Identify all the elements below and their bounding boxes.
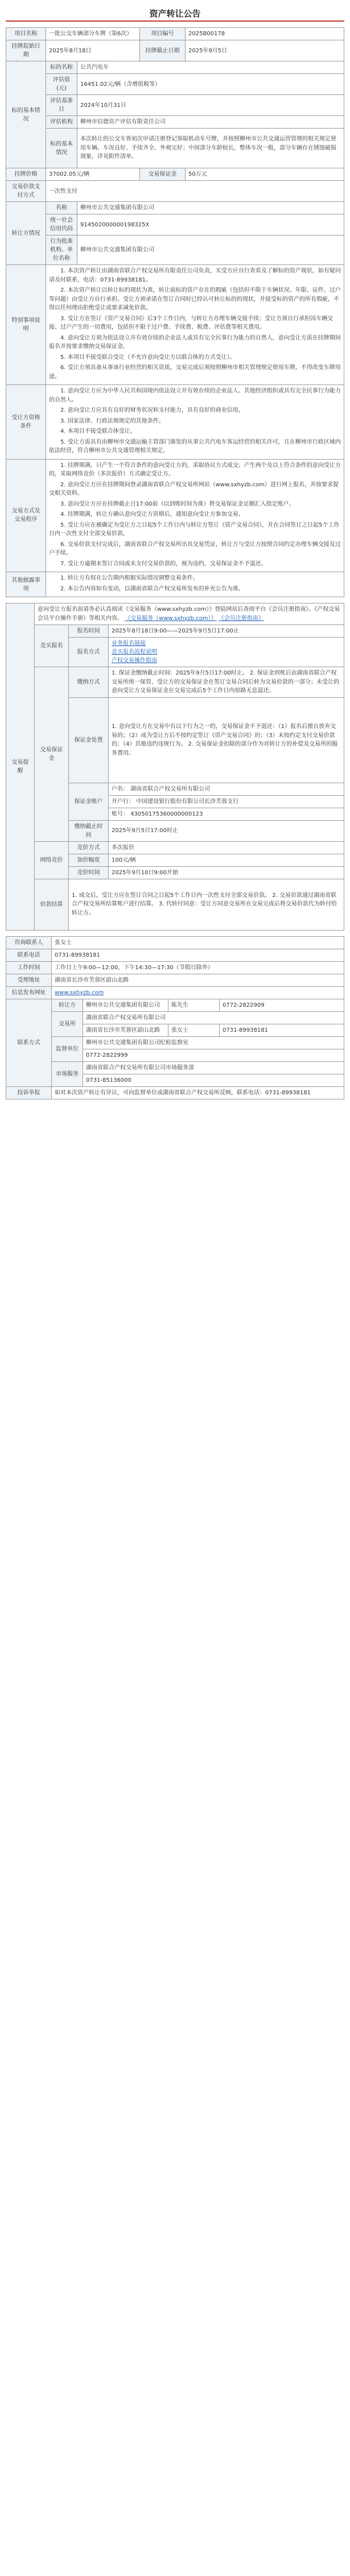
phone: 0731-89938181 [52, 949, 344, 961]
trade-flow-item: 4. 挂牌期满，转让方确认意向受让方资格后，通知意向受让方参加交易。 [60, 511, 244, 518]
bid-time: 2025年9月10日9:00开始 [109, 866, 344, 879]
announcement-page [0, 0, 350, 1105]
subject-desc: 本次转让的公交车皆初次申请注册登记领取机动车号牌，并按照柳州市公共交通运营管理的相关规定使用车辆。车况良好、手续齐全、外观完好；中间部分车龄较长，整体车况一般，部分车辆存在锈蚀破损现象，详见附件清单。 [77, 129, 344, 168]
qualification-item: 2. 意向受让方应具有良好的财务状况和支付能力，具有良好的商业信用。 [60, 407, 244, 414]
trade-flow-item: 3. 意向受让方应在挂牌截止日17:00前（以到账时间为准）将交易保证金足额汇入指定账户。 [60, 501, 295, 507]
subject-group-label: 标的基本情况 [6, 61, 46, 168]
bank-name: 中国建设银行股份有限公司长沙芙蓉支行 [136, 798, 239, 805]
start-date-label: 挂牌起始日期 [6, 40, 46, 61]
phone-label: 联系电话 [6, 949, 52, 961]
special-item: 5. 本项目不接受联合受让（不允许意向受让方以联合体的方式受让）。 [60, 354, 236, 361]
notice-intro [35, 603, 344, 625]
special-label: 特别事项说明 [6, 265, 46, 385]
supervisor-phone: 0772-2822999 [83, 1049, 344, 1061]
trade-flow-item: 7. 受让方逾期未签订合同或未支付交易价款的，视为违约，交易保证金不予退还。 [60, 560, 267, 567]
reg-link-signup[interactable]: 业务报名链接 [112, 640, 146, 647]
settle-label: 价款结算 [35, 879, 69, 930]
complaint-label: 投诉举报 [6, 1086, 52, 1099]
project-code: 2025B00178 [186, 28, 344, 40]
deposit-rules-label: 保证金处置 [69, 697, 109, 783]
account-no-row: 账号： 43050175360000000123 [109, 808, 344, 820]
trade-flow-item: 1. 挂牌期满，只产生一个符合条件的意向受让方的，采取协议方式成交；产生两个及以上符合条件的意向受让方的，采取网络竞价（多次报价）方式确定受让方。 [49, 462, 341, 477]
account-no-label: 账号 [112, 811, 123, 817]
trade-flow-item: 2. 意向受让方应在挂牌期间登录湖南省联合产权交易所网站（www.sxhyzb.com）进行网上报名，并按要求提交相关资料。 [49, 481, 339, 497]
transferor-group-label: 转让方情况 [6, 202, 46, 265]
deposit-label: 交易保证金 [140, 168, 186, 181]
subject-name-label: 标的名称 [46, 61, 77, 74]
exchange-phone: 0731-89938181 [220, 1024, 344, 1036]
reg-time-label: 报名时间 [69, 625, 109, 638]
special-item: 6. 受让方须具备从事该行业经营的相关资质，交易完成后须按照柳州市相关管理规定使用车牌，不得改变车牌用途。 [49, 365, 341, 380]
other-item: 2. 本公告内容如有变动，以湖南省联合产权交易所发布的补充公告为准。 [60, 585, 244, 592]
project-name-label: 项目名称 [6, 28, 46, 40]
bank-label: 开户行 [112, 798, 129, 805]
bidding-label: 网络竞价 [35, 841, 69, 879]
deposit-pay: 1. 保证金缴纳截止时间：2025年9月5日17:00时止。 2. 保证金到账后由湖南省联合产权交易所统一保管，受让方的交易保证金在签订交易合同后转为交易价款的一部分；未受让的意向受让方交易保证金在交易完成后5个工作日内原路无息退还。 [109, 667, 344, 698]
account-name-row: 户名： 湖南省联合产权交易所有限公司 [109, 783, 344, 795]
project-name: 一批公交车辆部分车牌（第6次） [46, 28, 140, 40]
subject-desc-label: 标的基本情况 [46, 129, 77, 168]
transferor-name: 柳州市公共交通集团有限公司 [77, 202, 344, 214]
base-date-label: 评估基准日 [46, 95, 77, 116]
special-item: 1. 本次资产转让由湖南省联合产权交易所有限责任公司负责，买受方应自行查看及了解标的资产现状，如有疑问请及时联系，电话：0731-89938181。 [49, 268, 341, 283]
account-name-label: 户名 [112, 785, 123, 792]
transferor-contact-person: 陈先生 [168, 999, 220, 1011]
reg-methods [109, 638, 344, 667]
trade-flow-item: 5. 受让方应在被确定为受让方之日起5个工作日内与转让方签订《资产交易合同》，并在合同签订之日起5个工作日内一次性支付全部交易价款。 [49, 522, 340, 537]
price-label: 挂牌价格 [6, 168, 46, 181]
trade-flow-list [46, 459, 344, 572]
eval-label: 评估值(元) [46, 74, 77, 95]
price: 37002.05元/辆 [46, 168, 140, 181]
deposit-account-label: 保证金账户 [69, 783, 109, 820]
other-item: 1. 转让方有权在公告期内根据实际情况调整交易条件。 [60, 575, 199, 581]
end-date-label: 挂牌截止日期 [140, 40, 186, 61]
deposit-section-label: 交易保证金 [35, 667, 69, 842]
qualification-item: 3. 国家法律、行政法规规定的其他条件。 [60, 417, 164, 424]
approval-org: 柳州市公共交通集团有限公司 [77, 235, 344, 265]
other-list [46, 572, 344, 597]
summary-table [6, 27, 344, 597]
special-item: 2. 本次资产转让以转让标的现状为准，转让前标的资产存在的瑕疵（包括但不限于车辆状况、年限、证件、过户等问题）由受让方自行承担。受让方须承诺在签订合同时已经认可转让标的的现状，并接受标的资产的所有瑕疵，不得以任何理由拒绝受让或要求减免价款。 [49, 287, 341, 311]
credit-code-label: 统一社会信用代码 [46, 214, 77, 235]
notice-label: 交易提醒 [6, 603, 35, 931]
supervisor-name: 柳州市公共交通集团有限公司纪检监察室 [83, 1036, 344, 1049]
page-title: 资产转让公告 [6, 6, 344, 22]
qualification-label: 受让方资格条件 [6, 385, 46, 460]
qualification-item: 1. 意向受让方应为中华人民共和国境内依法设立并有效存续的企业法人、其他经济组织或具有完全民事行为能力的自然人。 [49, 388, 341, 403]
bid-step-label: 加价幅度 [69, 854, 109, 866]
trade-flow-item: 6. 交易价款支付完成后，湖南省联合产权交易所出具交易凭证，转让方与受让方按照合同约定办理车辆交接及过户手续。 [49, 541, 341, 556]
eval-org-label: 评估机构 [46, 116, 77, 129]
intro-link-register-guide[interactable]: 《会员注册指南》 [218, 615, 264, 622]
work-time: 工作日上午9:00—12:00，下午14:30—17:30（节假日除外） [52, 961, 344, 974]
address: 湖南省长沙市芙蓉区韶山北路 [52, 974, 344, 986]
reg-link-guide[interactable]: 产权交易操作指南 [112, 658, 157, 664]
transferor-name-label: 名称 [46, 202, 77, 214]
base-date: 2024年10月31日 [77, 95, 344, 116]
account-name: 湖南省联合产权交易所有限公司 [130, 785, 211, 792]
site-label: 信息发布网址 [6, 986, 52, 999]
project-code-label: 项目编号 [140, 28, 186, 40]
eval-value: 16451.02元/辆（含增值税等） [77, 74, 344, 95]
special-item: 3. 受让方在签订《资产交易合同》后3个工作日内，与转让方办理车辆交接手续；受让方须自行承担因车辆交接、过户产生的一切费用，包括但不限于过户费、手续费、税费、评估费等相关费用。 [49, 315, 333, 330]
site-link-cell [52, 986, 344, 999]
reg-label: 竞买报名 [35, 625, 69, 667]
exchange-address: 湖南省长沙市芙蓉区韶山北路 [83, 1024, 168, 1036]
supervisor-label: 监督单位 [52, 1036, 83, 1061]
deposit-rules: 1. 意向受让方在交易中有以下行为之一的，交易保证金不予退还：（1）报名后擅自放弃交易的；（2）成为受让方后不按约定签订《资产交易合同》的；（3）未按约定支付交易价款的；（4）其他违约违规行为。 2. 交易保证金扣除的部分作为对转让方的补偿及交易所的服务费用。 [109, 697, 344, 783]
hunan-contact: 张女士 [52, 936, 344, 949]
deposit-deadline-label: 缴纳截止时间 [69, 820, 109, 841]
bid-way-label: 竞价方式 [69, 841, 109, 854]
intro-link-service[interactable]: 《交易服务（www.sxhyzb.com）》 [125, 615, 217, 622]
subject-name: 公共汽电车 [77, 61, 344, 74]
deposit: 50万元 [186, 168, 344, 181]
end-date: 2025年9月5日 [186, 40, 344, 61]
bank-row: 开户行： 中国建设银行股份有限公司长沙芙蓉支行 [109, 795, 344, 808]
hunan-contact-label: 咨询联系人 [6, 936, 52, 949]
bid-time-label: 竞价时间 [69, 866, 109, 879]
agency-label: 联系方式 [6, 999, 52, 1086]
complaint-text: 如对本次资产转让有异议，可向监督单位或湖南省联合产权交易所反映，联系电话：0731-89938181 [52, 1086, 344, 1099]
trade-flow-label: 交易方式及交易程序 [6, 459, 46, 572]
exchange-contact: 张女士 [168, 1024, 220, 1036]
pay-method-label: 交易价款支付方式 [6, 181, 46, 202]
bid-way: 多次报价 [109, 841, 344, 854]
eval-org: 柳州市信德资产评估有限责任公司 [77, 116, 344, 129]
notice-table [6, 603, 344, 931]
qualification-item: 5. 受让方需具有由柳州市交通运输主管部门颁发的从事公共汽电车客运经营的相关许可，且在柳州市行政区域内依法经营，符合柳州市公共交通管理相关规定。 [49, 439, 341, 454]
credit-code: 914502000000198325X [77, 214, 344, 235]
reg-time: 2025年8月18日9:00——2025年9月5日17:00止 [109, 625, 344, 638]
special-item: 4. 意向受让方须为依法设立并有效存续的企业法人或具有完全民事行为能力的自然人，意向受让方需在挂牌期间报名并按要求缴纳交易保证金。 [49, 334, 341, 350]
start-date: 2025年8月18日 [46, 40, 140, 61]
reg-link-process[interactable]: 竞买报名流程说明 [112, 649, 157, 655]
transferor-contact-phone: 0772-2822909 [220, 999, 344, 1011]
qualification-list [46, 385, 344, 460]
transferor-contact-label: 转让方 [52, 999, 83, 1011]
special-notes [46, 265, 344, 385]
exchange-name: 湖南省联合产权交易所有限公司 [83, 1011, 344, 1024]
deposit-pay-label: 缴纳方式 [69, 667, 109, 698]
account-no: 43050175360000000123 [130, 811, 203, 817]
market-name: 湖南省联合产权交易所有限公司市场服务部 [83, 1061, 344, 1074]
market-label: 市场服务 [52, 1061, 83, 1086]
work-time-label: 工作时间 [6, 961, 52, 974]
pay-method: 一次性支付 [46, 181, 344, 202]
exchange-label: 交易所 [52, 1011, 83, 1036]
bid-step: 100元/辆 [109, 854, 344, 866]
settle-text: 1. 成交后，受让方应在签订合同之日起5个工作日内一次性支付全部交易价款。 2. 交易价款通过湖南省联合产权交易所结算账户进行结算。 3. 代转付同意：受让方同意交易所在交易完成后将交易价款代为转付给转让方。 [69, 879, 344, 930]
deposit-deadline: 2025年9月5日17:00时止 [109, 820, 344, 841]
reg-method-label: 报名方式 [69, 638, 109, 667]
market-phone: 0731-85136000 [83, 1074, 344, 1086]
contacts-table [6, 936, 344, 1100]
site-link[interactable]: www.sxhyzb.com [55, 989, 104, 996]
approval-org-label: 行为批准机构、单位名称 [46, 235, 77, 265]
address-label: 受理地址 [6, 974, 52, 986]
transferor-contact-org: 柳州市公共交通集团有限公司 [83, 999, 168, 1011]
qualification-item: 4. 本项目不接受联合体受让。 [60, 428, 136, 435]
notice-intro-text: 意向受让方报名前请务必认真阅读《交易服务（www.sxhyzb.com）》登陆网站后查阅平台《会员注册指南》、《产权交易会员平台操作手册》等相关内容。 [38, 606, 340, 622]
other-label: 其他披露事项 [6, 572, 46, 597]
